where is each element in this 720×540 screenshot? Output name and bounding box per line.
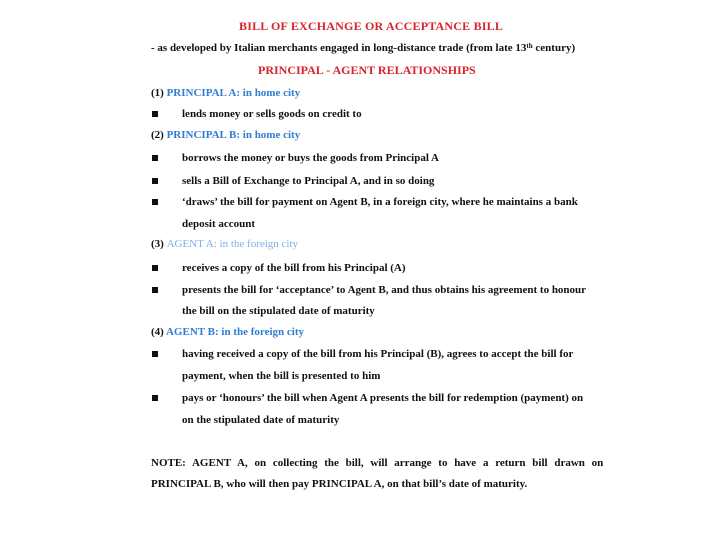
- list-item: ‘draws’ the bill for payment on Agent B, in a foreign city, where he maintains a bank: [182, 196, 578, 208]
- document-title: BILL OF EXCHANGE OR ACCEPTANCE BILL: [239, 19, 504, 33]
- list-item-continuation: on the stipulated date of maturity: [182, 414, 340, 426]
- list-item-continuation: deposit account: [182, 218, 256, 230]
- heading-principal-a: [151, 87, 300, 100]
- list-item: having received a copy of the bill from his Principal (B), agrees to accept the bill for: [182, 348, 574, 360]
- bullet-square-icon: [152, 287, 158, 293]
- list-item: receives a copy of the bill from his Principal (A): [182, 262, 406, 274]
- bullet-square-icon: [152, 199, 158, 205]
- heading-label: AGENT B: in the foreign city: [165, 326, 304, 338]
- intro-tail: century): [532, 42, 576, 54]
- list-item: sells a Bill of Exchange to Principal A, and in so doing: [182, 175, 435, 187]
- intro-line: [151, 42, 575, 55]
- heading-number: (2): [151, 129, 167, 141]
- bullet-square-icon: [152, 395, 158, 401]
- heading-agent-a: [151, 238, 298, 251]
- list-item: borrows the money or buys the goods from Principal A: [182, 152, 439, 164]
- heading-agent-b: [151, 326, 304, 339]
- intro-text: - as developed by Italian merchants engaged in long-distance trade (from late 13: [151, 42, 527, 54]
- intro-superscript: th: [526, 42, 533, 50]
- section-subtitle: PRINCIPAL - AGENT RELATIONSHIPS: [258, 63, 476, 77]
- heading-number: (4): [151, 326, 166, 338]
- list-item: pays or ‘honours’ the bill when Agent A presents the bill for redemption (payment) on: [182, 392, 584, 404]
- list-item: presents the bill for ‘acceptance’ to Agent B, and thus obtains his agreement to honour: [182, 284, 587, 296]
- heading-principal-b: [151, 129, 300, 142]
- heading-number: (3): [151, 238, 167, 250]
- list-item-continuation: payment, when the bill is presented to him: [182, 370, 381, 382]
- bullet-square-icon: [152, 265, 158, 271]
- list-item-continuation: the bill on the stipulated date of maturity: [182, 305, 375, 317]
- list-item: lends money or sells goods on credit to: [182, 108, 362, 120]
- note-line-2: PRINCIPAL B, who will then pay PRINCIPAL A, on that bill’s date of maturity.: [151, 478, 528, 490]
- heading-label: AGENT A: in the foreign city: [166, 238, 299, 250]
- note-line-1: NOTE: AGENT A, on collecting the bill, will arrange to have a return bill drawn on: [151, 457, 604, 469]
- heading-number: (1): [151, 87, 167, 99]
- bullet-square-icon: [152, 111, 158, 117]
- heading-label: PRINCIPAL A: in home city: [166, 87, 301, 99]
- bullet-square-icon: [152, 178, 158, 184]
- bullet-square-icon: [152, 351, 158, 357]
- bullet-square-icon: [152, 155, 158, 161]
- heading-label: PRINCIPAL B: in home city: [166, 129, 301, 141]
